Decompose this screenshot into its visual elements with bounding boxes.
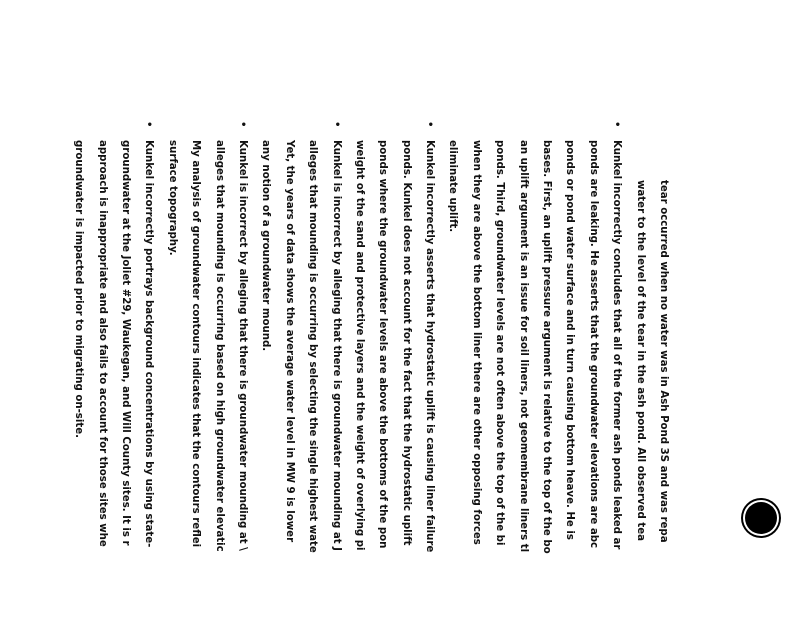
text-line <box>418 121 441 600</box>
text-line <box>511 140 534 600</box>
text-line <box>441 140 464 600</box>
text-line-content: ponds where the groundwater levels are above the bottoms of the pon <box>377 140 389 549</box>
text-line-content: bases. First, an uplift pressure argument is relative to the top of the bo <box>541 140 553 554</box>
bullet-marker: • <box>143 121 155 128</box>
bullet-marker: • <box>424 121 436 128</box>
text-line-content: ponds. Third, groundwater levels are not often above the top of the bi <box>494 140 506 546</box>
text-line <box>184 140 207 600</box>
continuation-paragraph <box>628 140 675 600</box>
text-line <box>348 140 371 600</box>
text-line <box>605 121 628 600</box>
text-line-content: alleges that mounding is occurring by selecting the single highest wate <box>307 140 319 553</box>
text-line-content: ponds or pond water surface and in turn causing bottom heave. He is <box>564 140 576 540</box>
bullet-paragraph <box>441 121 628 600</box>
text-line-content: groundwater is impacted prior to migrating on-site. <box>73 140 85 439</box>
text-line-content: approach is inappropriate and also fails to account for those sites whe <box>96 140 108 547</box>
bullet-paragraph <box>160 121 254 600</box>
text-line <box>581 140 604 600</box>
bullet-paragraph <box>67 121 161 600</box>
text-line-content: Kunkel is incorrect by alleging that there is groundwater mounding at \ <box>236 140 248 551</box>
text-line-content: water to the level of the tear in the ash pond. All observed tea <box>634 180 646 542</box>
bullet-marker: • <box>330 121 342 128</box>
text-line <box>254 140 277 600</box>
text-line-content: groundwater at the Joliet #29, Waukegan, and Will County sites. It is r <box>120 140 132 546</box>
text-line-content: tear occurred when no water was in Ash Pond 3S and was repa <box>658 180 669 543</box>
text-line <box>207 140 230 600</box>
bullet-marker: • <box>611 121 623 128</box>
text-line-content: Kunkel incorrectly portrays background concentrations by using state- <box>143 140 155 548</box>
text-line <box>488 140 511 600</box>
bullet-paragraph <box>348 121 442 600</box>
text-line <box>160 140 183 600</box>
text-line <box>137 121 160 600</box>
text-line <box>67 140 90 600</box>
text-line <box>394 140 417 600</box>
text-line <box>324 121 347 600</box>
bullet-marker: • <box>236 121 248 128</box>
text-line <box>371 140 394 600</box>
text-line-content: an uplift argument is an issue for soil liners, not geomembrane liners tl <box>517 140 529 553</box>
document-text-block <box>73 121 675 600</box>
text-line-content: My analysis of groundwater contours indicates that the contours reflei <box>190 140 202 548</box>
text-line-content: Yet, the years of data shows the average water level in MW 9 is lower <box>283 140 295 543</box>
text-line <box>652 140 675 600</box>
text-line <box>535 140 558 600</box>
text-line-content: Kunkel incorrectly concludes that all of the former ash ponds leaked ar <box>611 140 623 550</box>
text-line <box>628 140 651 600</box>
text-line-content: weight of the sand and protective layers and the weight of overlying pi <box>353 140 365 551</box>
text-line-content: ponds. Kunkel does not account for the fact that the hydrostatic uplift <box>400 140 412 546</box>
text-line-content: when they are above the bottom liner there are other opposing forces <box>470 140 482 545</box>
text-line-content: surface topography. <box>166 140 178 256</box>
text-line <box>90 140 113 600</box>
text-line-content: any notion of a groundwater mound. <box>260 140 272 352</box>
text-line <box>114 140 137 600</box>
text-line-content: alleges that mounding is occurring based on high groundwater elevatic <box>213 140 225 552</box>
bullet-paragraph <box>254 121 348 600</box>
text-line <box>464 140 487 600</box>
hole-punch-mark <box>745 502 777 534</box>
text-line-content: eliminate uplift. <box>447 140 459 233</box>
text-line-content: ponds are leaking. He asserts that the groundwater elevations are abc <box>587 140 599 549</box>
text-line-content: Kunkel incorrectly asserts that hydrostatic uplift is causing liner failure <box>424 140 436 553</box>
text-line <box>558 140 581 600</box>
text-line <box>277 140 300 600</box>
text-line <box>231 121 254 600</box>
text-line <box>301 140 324 600</box>
text-line-content: Kunkel is incorrect by alleging that there is groundwater mounding at J <box>330 140 342 551</box>
